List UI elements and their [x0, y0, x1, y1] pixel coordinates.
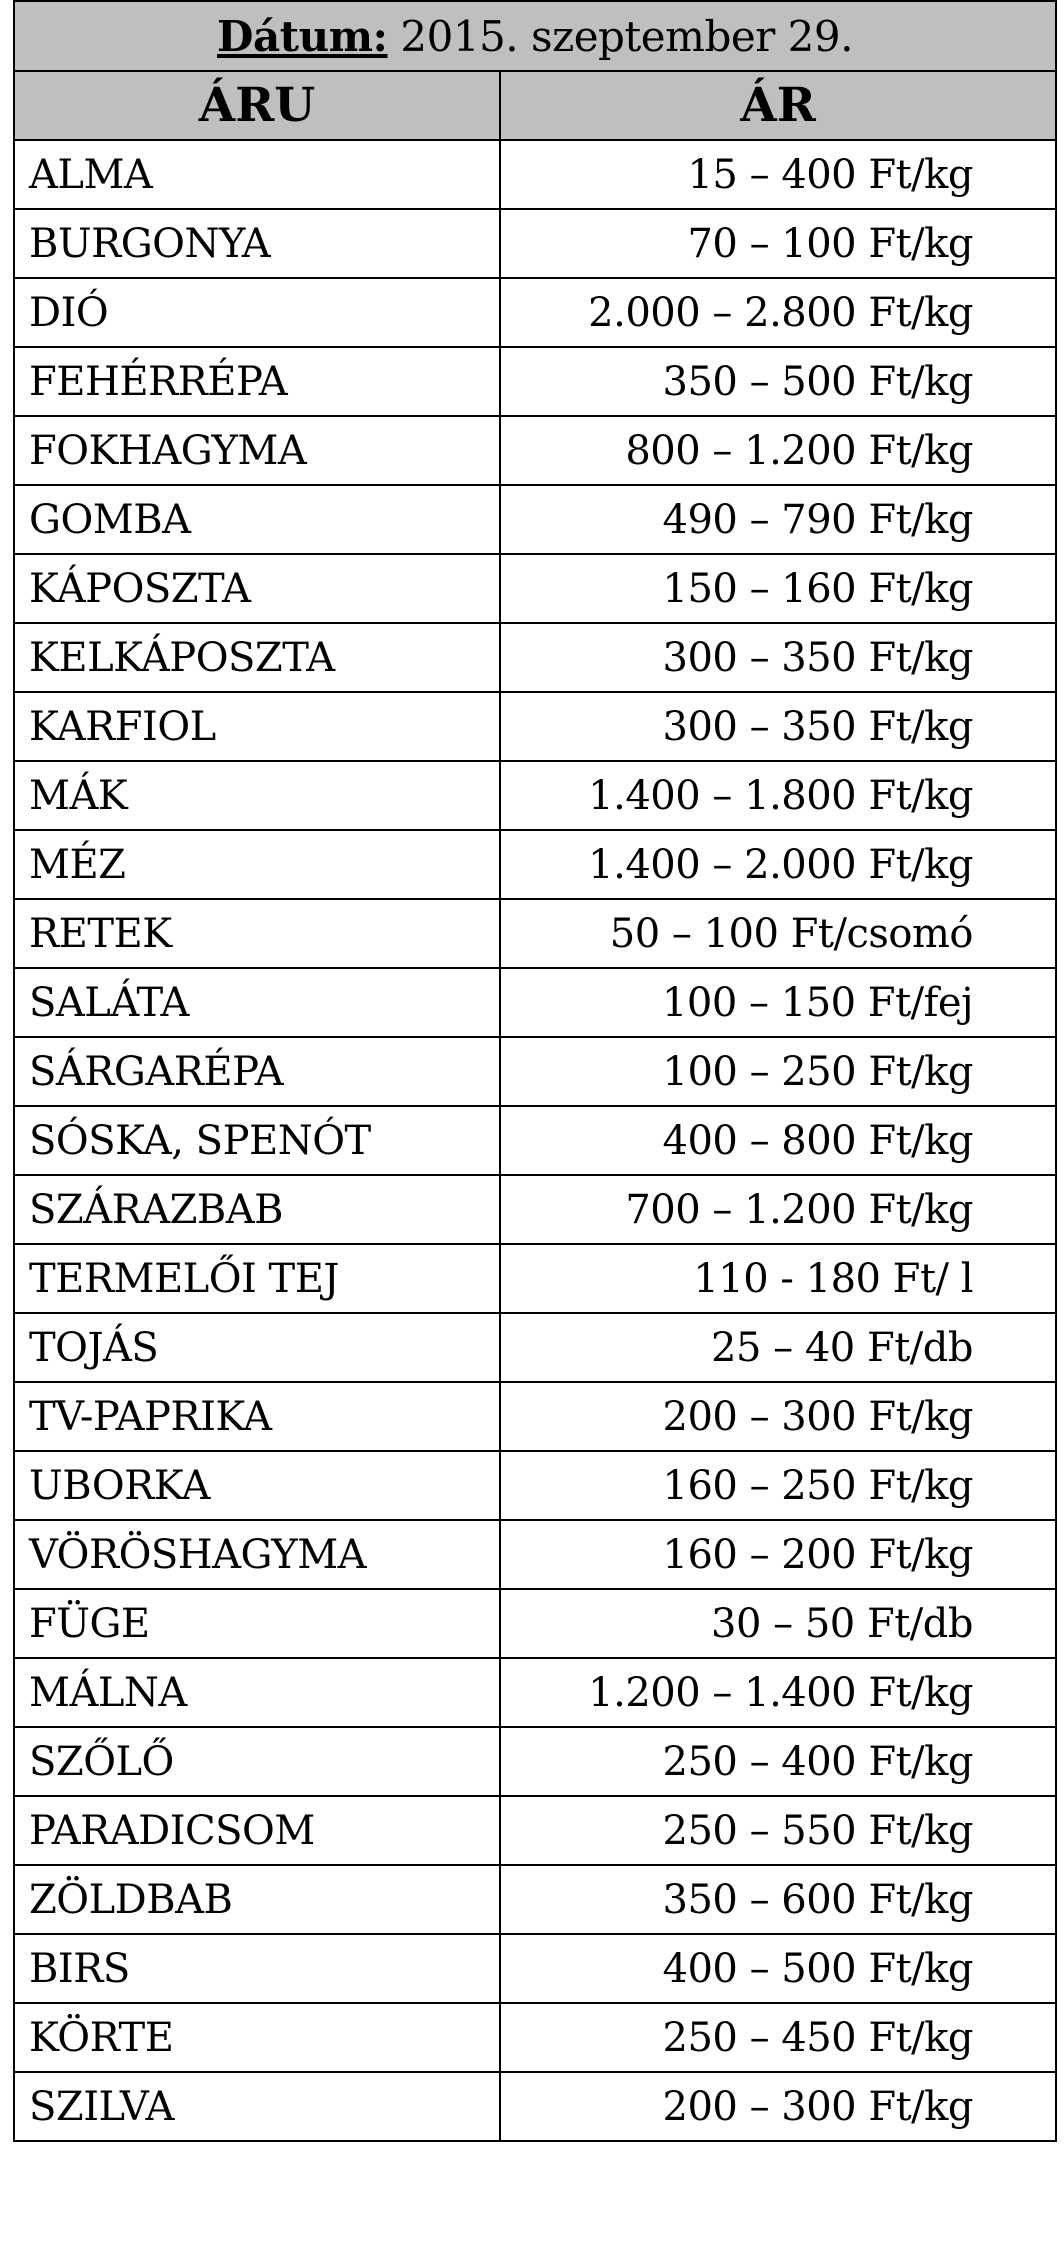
table-row [14, 899, 1056, 968]
item-name-cell: SALÁTA [14, 968, 500, 1037]
item-price-cell: 350 – 600 Ft/kg [500, 1865, 1056, 1934]
item-price-cell: 200 – 300 Ft/kg [500, 2072, 1056, 2141]
item-price-cell: 25 – 40 Ft/db [500, 1313, 1056, 1382]
table-row [14, 1037, 1056, 1106]
item-name-cell: MÁK [14, 761, 500, 830]
table-row [14, 1382, 1056, 1451]
column-header-price: ÁR [500, 71, 1056, 140]
table-row [14, 140, 1056, 209]
item-name-cell: BIRS [14, 1934, 500, 2003]
table-row [14, 278, 1056, 347]
item-price-cell: 400 – 800 Ft/kg [500, 1106, 1056, 1175]
item-name-cell: SZÁRAZBAB [14, 1175, 500, 1244]
table-row [14, 968, 1056, 1037]
item-price-cell: 250 – 400 Ft/kg [500, 1727, 1056, 1796]
column-header-item: ÁRU [14, 71, 500, 140]
item-price-cell: 350 – 500 Ft/kg [500, 347, 1056, 416]
item-name-cell: VÖRÖSHAGYMA [14, 1520, 500, 1589]
item-price-cell: 1.400 – 1.800 Ft/kg [500, 761, 1056, 830]
table-row [14, 1451, 1056, 1520]
item-price-cell: 400 – 500 Ft/kg [500, 1934, 1056, 2003]
item-name-cell: MÁLNA [14, 1658, 500, 1727]
item-price-cell: 100 – 250 Ft/kg [500, 1037, 1056, 1106]
item-name-cell: SZILVA [14, 2072, 500, 2141]
item-price-cell: 2.000 – 2.800 Ft/kg [500, 278, 1056, 347]
item-price-cell: 150 – 160 Ft/kg [500, 554, 1056, 623]
item-price-cell: 15 – 400 Ft/kg [500, 140, 1056, 209]
table-row [14, 2072, 1056, 2141]
table-row [14, 1106, 1056, 1175]
item-price-cell: 300 – 350 Ft/kg [500, 623, 1056, 692]
table-row [14, 1658, 1056, 1727]
date-label: Dátum: [217, 11, 388, 61]
item-name-cell: TOJÁS [14, 1313, 500, 1382]
table-row [14, 1865, 1056, 1934]
item-price-cell: 250 – 450 Ft/kg [500, 2003, 1056, 2072]
table-row [14, 209, 1056, 278]
table-row [14, 2003, 1056, 2072]
header-row [14, 71, 1056, 140]
item-price-cell: 50 – 100 Ft/csomó [500, 899, 1056, 968]
item-price-cell: 100 – 150 Ft/fej [500, 968, 1056, 1037]
date-cell [14, 1, 1056, 71]
item-name-cell: GOMBA [14, 485, 500, 554]
table-row [14, 554, 1056, 623]
table-row [14, 485, 1056, 554]
table-row [14, 347, 1056, 416]
date-row [14, 1, 1056, 71]
table-row [14, 1727, 1056, 1796]
item-name-cell: BURGONYA [14, 209, 500, 278]
item-name-cell: FOKHAGYMA [14, 416, 500, 485]
item-price-cell: 800 – 1.200 Ft/kg [500, 416, 1056, 485]
date-value: 2015. szeptember 29. [400, 11, 853, 61]
table-row [14, 416, 1056, 485]
item-price-cell: 110 - 180 Ft/ l [500, 1244, 1056, 1313]
item-price-cell: 160 – 200 Ft/kg [500, 1520, 1056, 1589]
item-price-cell: 1.400 – 2.000 Ft/kg [500, 830, 1056, 899]
item-name-cell: SZŐLŐ [14, 1727, 500, 1796]
item-name-cell: SÓSKA, SPENÓT [14, 1106, 500, 1175]
item-name-cell: TV-PAPRIKA [14, 1382, 500, 1451]
item-name-cell: PARADICSOM [14, 1796, 500, 1865]
item-price-cell: 250 – 550 Ft/kg [500, 1796, 1056, 1865]
table-row [14, 761, 1056, 830]
item-name-cell: FEHÉRRÉPA [14, 347, 500, 416]
price-table [13, 0, 1057, 2142]
item-price-cell: 160 – 250 Ft/kg [500, 1451, 1056, 1520]
table-row [14, 1244, 1056, 1313]
item-name-cell: DIÓ [14, 278, 500, 347]
table-row [14, 830, 1056, 899]
table-row [14, 1934, 1056, 2003]
item-price-cell: 1.200 – 1.400 Ft/kg [500, 1658, 1056, 1727]
item-name-cell: MÉZ [14, 830, 500, 899]
table-row [14, 1175, 1056, 1244]
table-row [14, 1520, 1056, 1589]
item-name-cell: ALMA [14, 140, 500, 209]
item-name-cell: FÜGE [14, 1589, 500, 1658]
item-name-cell: KARFIOL [14, 692, 500, 761]
item-name-cell: UBORKA [14, 1451, 500, 1520]
item-name-cell: ZÖLDBAB [14, 1865, 500, 1934]
item-price-cell: 490 – 790 Ft/kg [500, 485, 1056, 554]
item-price-cell: 300 – 350 Ft/kg [500, 692, 1056, 761]
table-row [14, 1796, 1056, 1865]
item-name-cell: SÁRGARÉPA [14, 1037, 500, 1106]
table-row [14, 1313, 1056, 1382]
table-row [14, 1589, 1056, 1658]
item-price-cell: 200 – 300 Ft/kg [500, 1382, 1056, 1451]
table-body [14, 140, 1056, 2141]
table-row [14, 692, 1056, 761]
item-price-cell: 700 – 1.200 Ft/kg [500, 1175, 1056, 1244]
item-name-cell: KÖRTE [14, 2003, 500, 2072]
item-name-cell: KELKÁPOSZTA [14, 623, 500, 692]
item-name-cell: RETEK [14, 899, 500, 968]
item-price-cell: 30 – 50 Ft/db [500, 1589, 1056, 1658]
table-row [14, 623, 1056, 692]
item-name-cell: TERMELŐI TEJ [14, 1244, 500, 1313]
item-price-cell: 70 – 100 Ft/kg [500, 209, 1056, 278]
item-name-cell: KÁPOSZTA [14, 554, 500, 623]
